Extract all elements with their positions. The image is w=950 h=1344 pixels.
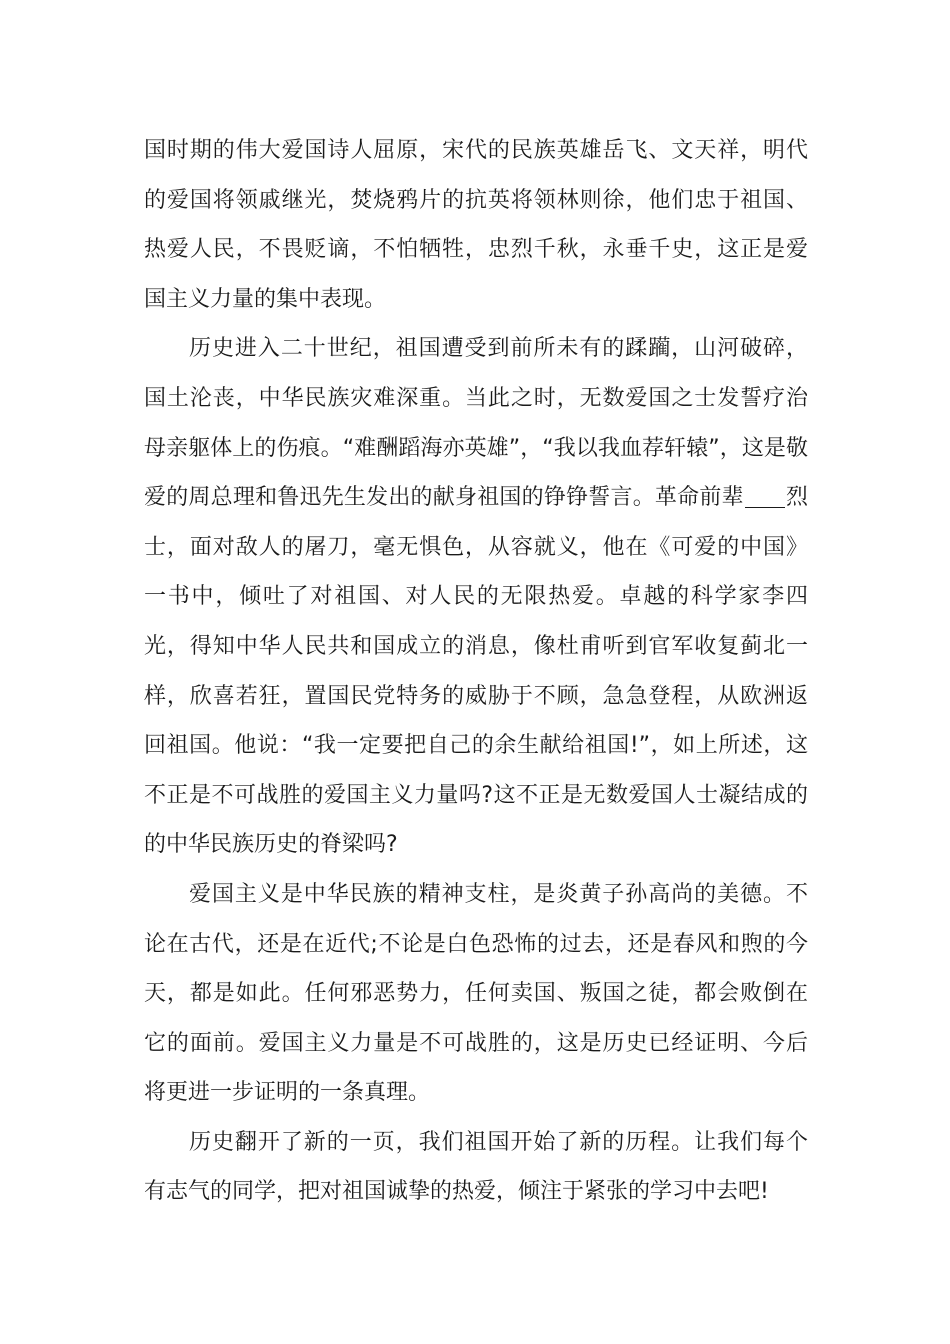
paragraph-4	[144, 1118, 808, 1217]
text-line: 国时期的伟大爱国诗人屈原，宋代的民族英雄岳飞、文天祥，明代	[144, 138, 808, 163]
text-line: 样，欣喜若狂，置国民党特务的威胁于不顾，急急登程，从欧洲返	[144, 683, 808, 709]
text-line: 历史翻开了新的一页，我们祖国开始了新的历程。让我们每个	[189, 1129, 808, 1155]
paragraph-2	[144, 324, 808, 870]
text-line: 光，得知中华人民共和国成立的消息，像杜甫听到官军收复蓟北一	[144, 633, 808, 659]
text-line: 国主义力量的集中表现。	[144, 286, 387, 312]
text-line-with-blank	[144, 473, 808, 523]
text-segment: 爱的周总理和鲁迅先生发出的献身祖国的铮铮誓言。革命前辈	[144, 485, 744, 511]
text-line: 爱国主义是中华民族的精神支柱，是炎黄子孙高尚的美德。不	[189, 881, 808, 907]
text-line: 一书中，倾吐了对祖国、对人民的无限热爱。卓越的科学家李四	[144, 584, 808, 610]
text-line: 有志气的同学，把对祖国诚挚的热爱，倾注于紧张的学习中去吧!	[144, 1179, 769, 1205]
text-line: 不正是不可战胜的爱国主义力量吗?这不正是无数爱国人士凝结成的	[144, 782, 808, 808]
text-line: 的中华民族历史的脊梁吗?	[144, 832, 398, 858]
text-line: 的爱国将领戚继光，焚烧鸦片的抗英将领林则徐，他们忠于祖国、	[144, 187, 808, 213]
text-line: 回祖国。他说：“我一定要把自己的余生献给祖国!”，如上所述，这	[144, 733, 808, 759]
text-line: 天，都是如此。任何邪恶势力，任何卖国、叛国之徒，都会败倒在	[144, 981, 808, 1007]
document-body	[144, 126, 808, 1217]
paragraph-3	[144, 870, 808, 1118]
text-line: 母亲躯体上的伤痕。“难酬蹈海亦英雄”，“我以我血荐轩辕”，这是敬	[144, 435, 808, 461]
paragraph-1	[144, 126, 808, 324]
text-line: 将更进一步证明的一条真理。	[144, 1080, 431, 1106]
text-line: 历史进入二十世纪，祖国遭受到前所未有的蹂躏，山河破碎，	[189, 336, 808, 362]
text-line: 它的面前。爱国主义力量是不可战胜的，这是历史已经证明、今后	[144, 1030, 808, 1056]
text-line: 论在古代，还是在近代;不论是白色恐怖的过去，还是春风和煦的今	[144, 931, 808, 957]
text-line: 热爱人民，不畏贬谪，不怕牺牲，忠烈千秋，永垂千史，这正是爱	[144, 237, 808, 263]
text-line: 士，面对敌人的屠刀，毫无惧色，从容就义，他在《可爱的中国》	[144, 534, 808, 560]
fill-in-blank	[745, 506, 785, 508]
text-segment: 烈	[785, 485, 808, 511]
text-line: 国土沦丧，中华民族灾难深重。当此之时，无数爱国之士发誓疗治	[144, 385, 808, 411]
